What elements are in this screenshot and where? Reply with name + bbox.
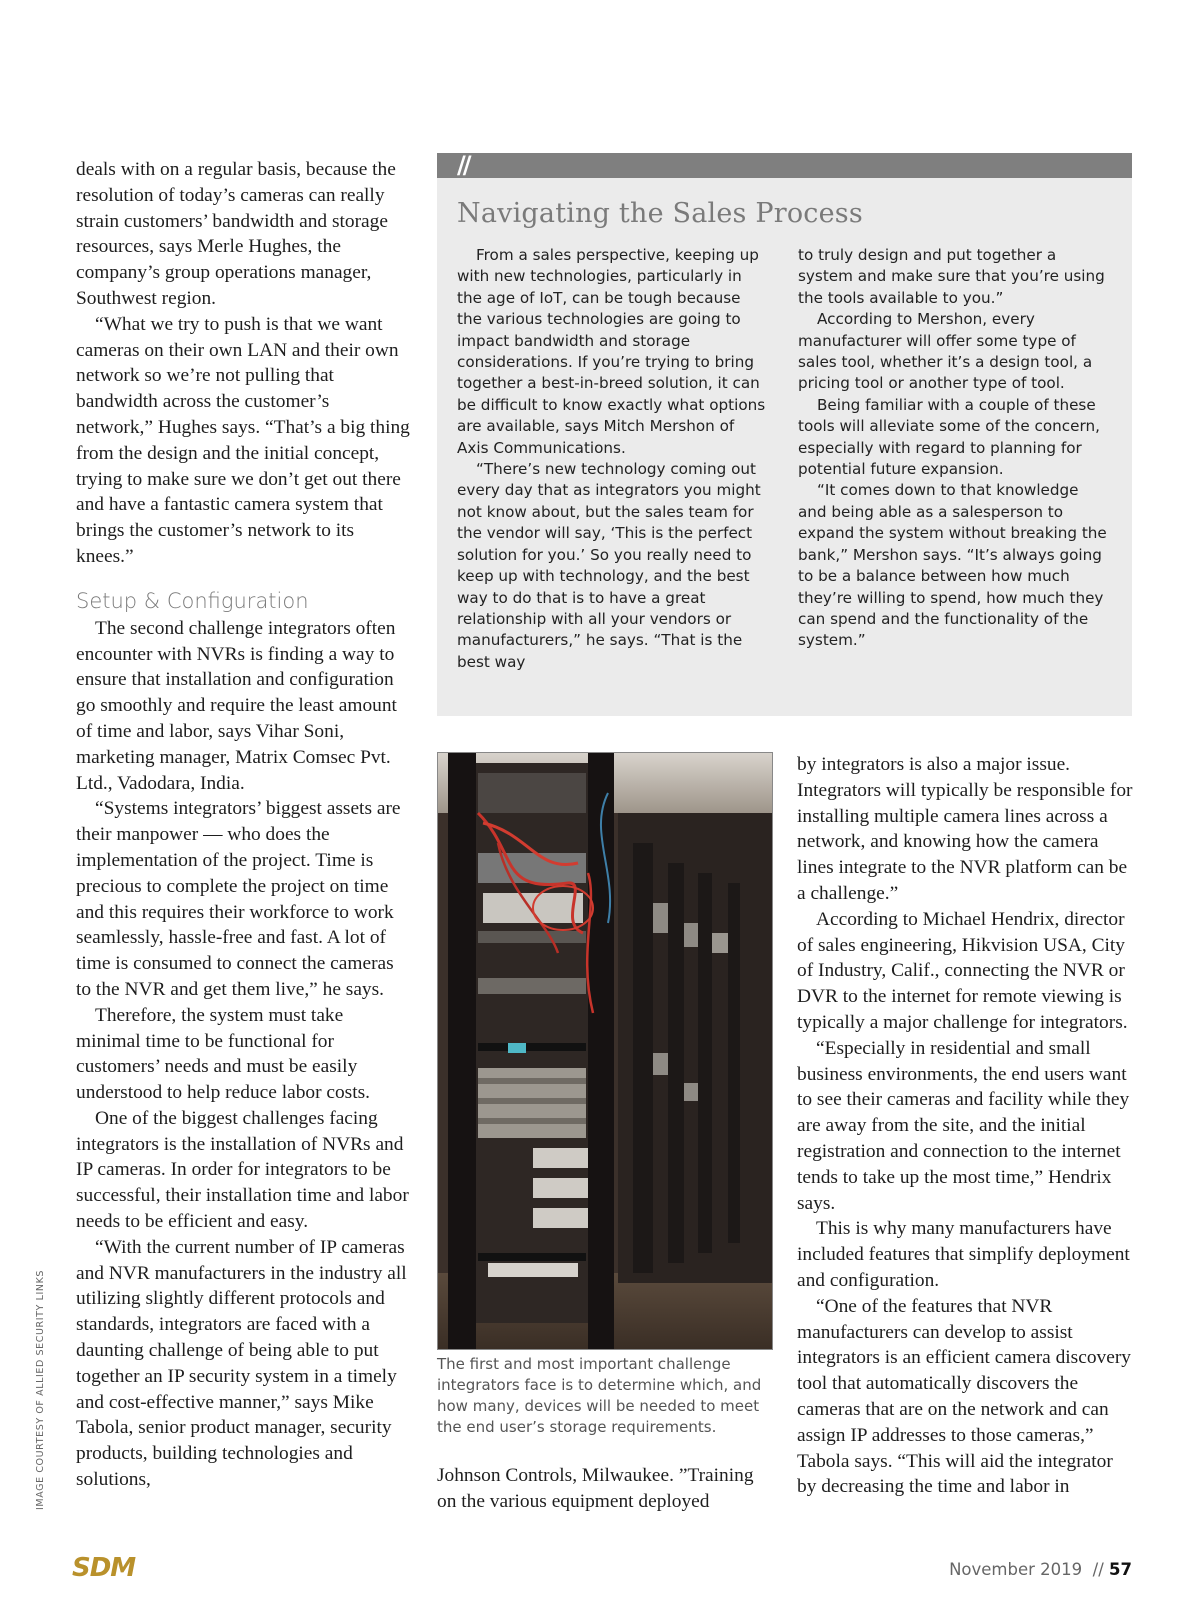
left-column (76, 157, 410, 1493)
left-paragraph-2: “What we try to push is that we want cameras on their own LAN and their own network so we’re not pulling that bandwidth across the customer’s network,” Hughes says. “That’s a big thing from the design and the initial concept, trying to make sure we don’t get out there and have a fantastic camera system that brings the customer’s network to its knees.” (76, 313, 410, 567)
image-credit: IMAGE COURTESY OF ALLIED SECURITY LINKS (35, 1269, 46, 1510)
sidebar-title: Navigating the Sales Process (457, 198, 863, 229)
sidebar-paragraph: According to Mershon, every manufacturer will offer some type of sales tool, whether it’s a design tool, a pricing tool or another type of tool. (798, 310, 1093, 393)
right-paragraph-5: “One of the features that NVR manufacturers can develop to assist integrators is an efficient camera discovery tool that automatically discovers the cameras that are on the network and can assign IP addresses to those cameras,” Tabola says. “This will aid the integrator by decreasing the time and labor in (797, 1295, 1131, 1498)
sidebar-paragraph: “It comes down to that knowledge and being able as a salesperson to expand the system without breaking the bank,” Mershon says. “It’s always going to be a balance between how much they’re willing to spend, how much they can spend and the functionality of the system.” (798, 481, 1107, 650)
left-paragraph-5: Therefore, the system must take minimal time to be functional for customers’ needs and must be easily understood to help reduce labor costs. (76, 1004, 371, 1104)
left-paragraph-1: deals with on a regular basis, because the resolution of today’s cameras can really strain customers’ bandwidth and storage resources, says Merle Hughes, the company’s group operations manager, Southwest region. (76, 159, 396, 309)
sidebar-paragraph: “There’s new technology coming out every day that as integrators you might not know about, but the sales team for the vendor will say, ‘This is the perfect solution for you.’ So you really need to keep up with technology, and the best way to do that is to have a great relationship with all your vendors or manufacturers,” he says. “That is the best way (457, 460, 761, 671)
sidebar-column-left (457, 245, 767, 673)
left-paragraph-3: The second challenge integrators often encounter with NVRs is finding a way to ensure that installation and configuration go smoothly and require the least amount of time and labor, says Vihar Soni, marketing manager, Matrix Comsec Pvt. Ltd., Vadodara, India. (76, 617, 397, 794)
sidebar-column-right (798, 245, 1108, 652)
middle-column-text (437, 1463, 771, 1515)
sdm-logo: SDM (72, 1553, 136, 1583)
footer-separator: // (1092, 1560, 1104, 1579)
sidebar-header-bar (437, 153, 1132, 178)
slashes-mark: // (457, 151, 469, 179)
issue-date: November 2019 (949, 1560, 1083, 1579)
left-paragraph-6: One of the biggest challenges facing integrators is the installation of NVRs and IP cameras. In order for integrators to be successful, their installation time and labor needs to be efficient and easy. (76, 1107, 409, 1233)
server-rack-illustration (438, 753, 772, 1349)
footer-issue-info (949, 1560, 1132, 1579)
right-paragraph-2: According to Michael Hendrix, director of sales engineering, Hikvision USA, City of Industry, Calif., connecting the NVR or DVR to the internet for remote viewing is typically a major challenge for integrators. (797, 908, 1128, 1033)
sidebar-box (437, 153, 1132, 716)
right-column (797, 752, 1133, 1500)
photo-caption: The first and most important challenge integrators face is to determine which, and how many, devices will be needed to meet the end user’s storage requirements. (437, 1355, 762, 1436)
sidebar-paragraph: From a sales perspective, keeping up with new technologies, particularly in the age of IoT, can be tough because the various technologies are going to impact bandwidth and storage considerations. If you’re trying to bring together a best-in-breed solution, it can be difficult to know exactly what options are available, says Mitch Mershon of Axis Communications. (457, 246, 766, 457)
sidebar-paragraph: to truly design and put together a system and make sure that you’re using the tools available to you.” (798, 246, 1105, 307)
server-rack-photo (437, 752, 773, 1350)
right-paragraph-4: This is why many manufacturers have included features that simplify deployment and configuration. (797, 1218, 1130, 1291)
left-paragraph-4: “Systems integrators’ biggest assets are their manpower — who does the implementation of the project. Time is precious to complete the project on time and this requires their workforce to work seamlessly, hassle-free and fast. A lot of time is consumed to connect the cameras to the NVR and get them live,” he says. (76, 798, 401, 1000)
right-paragraph-3: “Especially in residential and small business environments, the end users want to see their cameras and facility while they are away from the site, and the initial registration and connection to the internet tends to take up the most time,” Hendrix says. (797, 1037, 1130, 1214)
page-number: 57 (1109, 1560, 1132, 1579)
sidebar-paragraph: Being familiar with a couple of these tools will alleviate some of the concern, especially with regard to planning for potential future expansion. (798, 395, 1100, 479)
left-paragraph-7: “With the current number of IP cameras and NVR manufacturers in the industry all utilizing slightly different protocols and standards, integrators are faced with a daunting challenge of being able to put together an IP security system in a timely and cost-effective manner,” says Mike Tabola, senior product manager, security products, building technologies and solutions, (76, 1236, 407, 1491)
middle-paragraph-1: Johnson Controls, Milwaukee. ”Training on the various equipment deployed (437, 1465, 754, 1512)
right-paragraph-1: by integrators is also a major issue. Integrators will typically be responsible for installing multiple camera lines across a network, and knowing how the camera lines integrate to the NVR platform can be a challenge.” (797, 754, 1133, 904)
section-heading-setup: Setup & Configuration (76, 588, 309, 613)
